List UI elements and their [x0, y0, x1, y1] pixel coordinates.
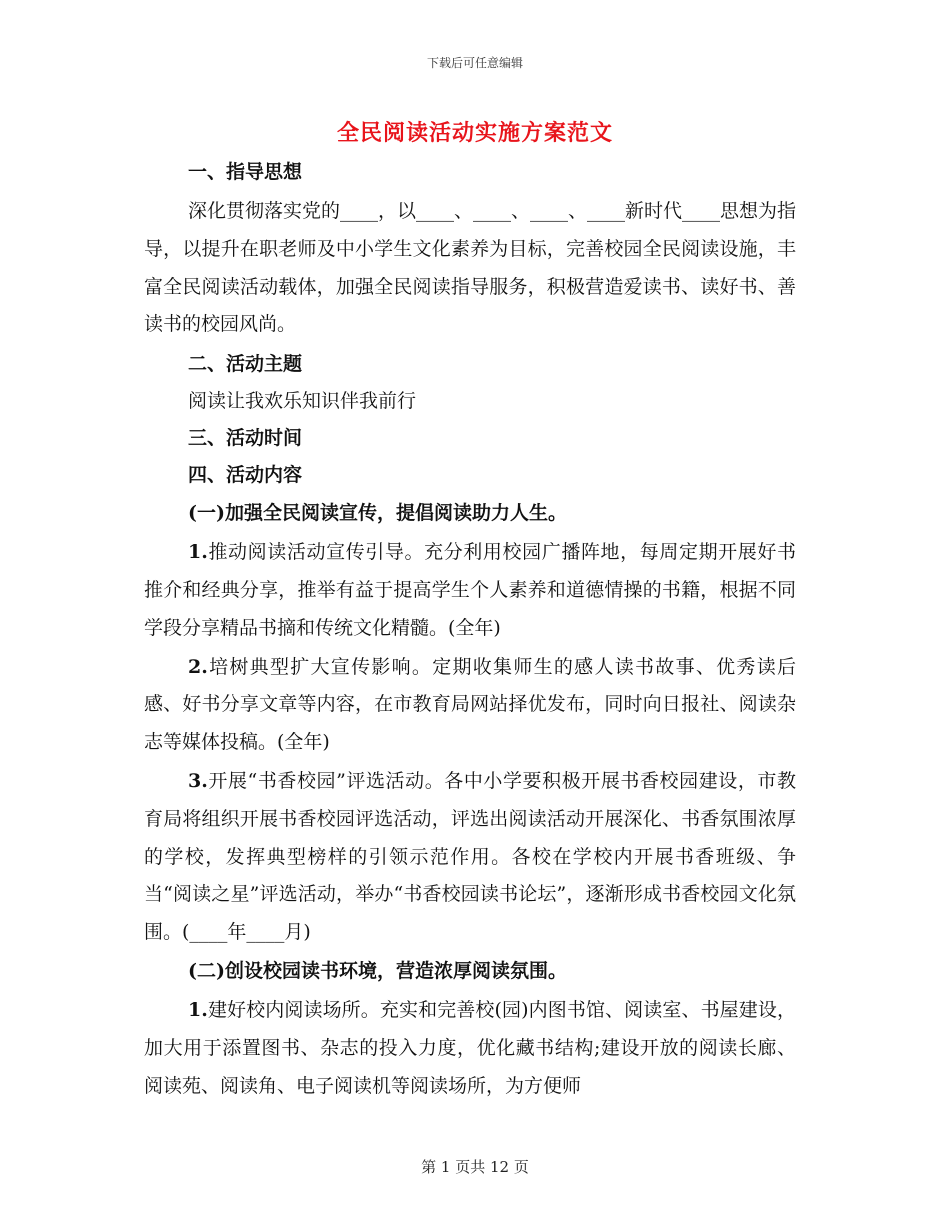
item-number: 2. [188, 655, 208, 678]
list-item [144, 534, 796, 647]
page-number-footer: 第 1 页共 12 页 [421, 1158, 529, 1176]
item-number: 3. [188, 769, 208, 792]
subheading-part-1: (一)加强全民阅读宣传，提倡阅读助力人生。 [188, 502, 567, 525]
list-item [144, 649, 796, 762]
section-heading-guiding-thought: 一、指导思想 [188, 161, 303, 183]
item-text: 推动阅读活动宣传引导。充分利用校园广播阵地，每周定期开展好书推介和经典分享，推举有益于提高学生个人素养和道德情操的书籍，根据不同学段分享精品书摘和传统文化精髓。(全年) [144, 541, 796, 639]
item-number: 1. [188, 998, 208, 1021]
section-heading-time: 三、活动时间 [188, 427, 303, 450]
list-item [144, 763, 796, 952]
section-heading-theme: 二、活动主题 [188, 353, 303, 376]
paragraph-guiding-thought: 深化贯彻落实党的____，以____、____、____、____新时代____思想为指导，以提升在职老师及中小学生文化素养为目标，完善校园全民阅读设施，丰富全民阅读活动载体，加强全民阅读指导服务，积极营造爱读书、读好书、善读书的校园风尚。 [144, 200, 797, 336]
subheading-part-2: (二)创设校园读书环境，营造浓厚阅读氛围。 [188, 959, 567, 982]
item-text: 建好校内阅读场所。充实和完善校(园)内图书馆、阅读室、书屋建设，加大用于添置图书、杂志的投入力度，优化藏书结构;建设开放的阅读长廊、阅读苑、阅读角、电子阅读机等阅读场所，为方便师 [144, 998, 796, 1097]
document-title: 全民阅读活动实施方案范文 [336, 120, 613, 146]
item-text: 开展“书香校园”评选活动。各中小学要积极开展书香校园建设，市教育局将组织开展书香校园评选活动，评选出阅读活动开展深化、书香氛围浓厚的学校，发挥典型榜样的引领示范作用。各校在学校内开展书香班级、争当“阅读之星”评选活动，举办“书香校园读书论坛”，逐渐形成书香校园文化氛围。(____年____月) [144, 769, 796, 944]
section-heading-content: 四、活动内容 [188, 464, 303, 487]
item-text: 培树典型扩大宣传影响。定期收集师生的感人读书故事、优秀读后感、好书分享文章等内容，在市教育局网站择优发布，同时向日报社、阅读杂志等媒体投稿。(全年) [144, 655, 796, 754]
item-number: 1. [188, 541, 208, 564]
header-note: 下载后可任意编辑 [426, 56, 523, 70]
document-body [144, 156, 796, 1106]
paragraph-theme: 阅读让我欢乐知识伴我前行 [188, 390, 417, 413]
list-item [144, 992, 796, 1105]
